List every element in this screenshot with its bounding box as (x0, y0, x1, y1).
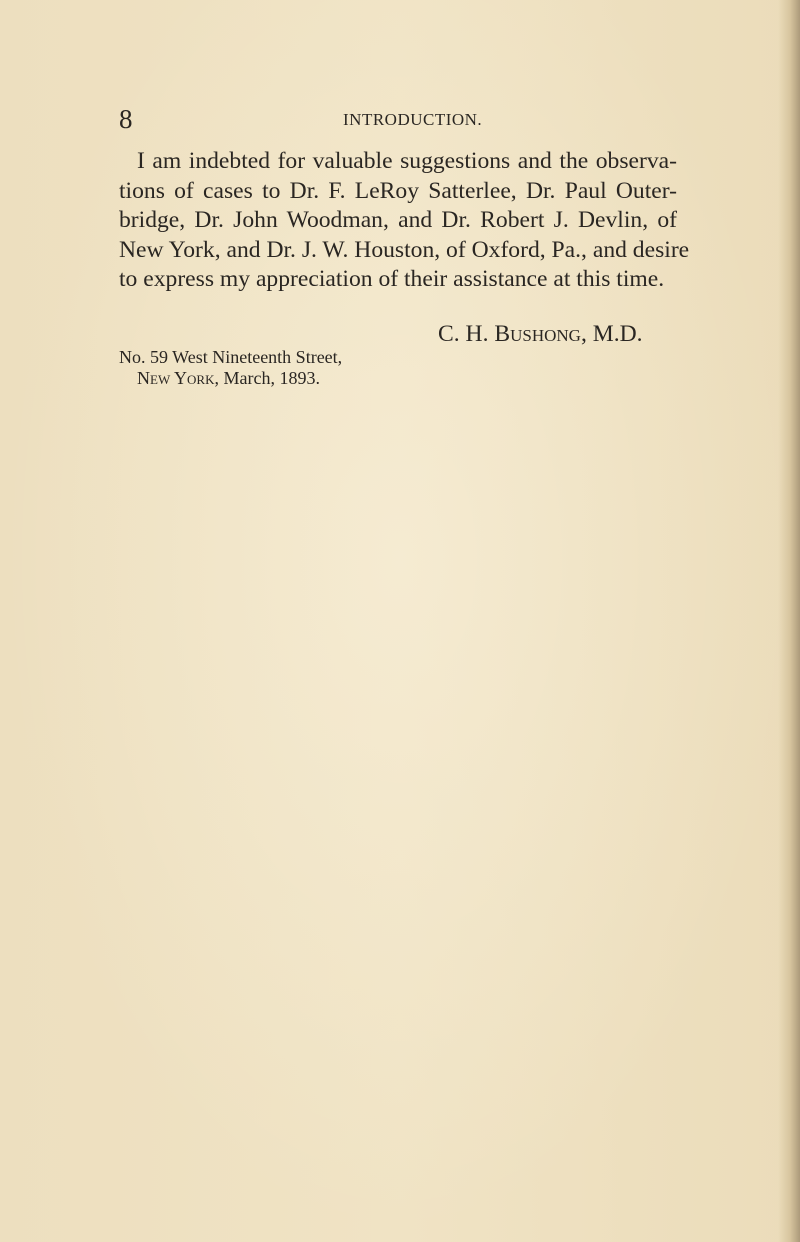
body-paragraph (119, 147, 690, 295)
address-city: New York (137, 368, 215, 388)
body-line: bridge, Dr. John Woodman, and Dr. Robert J. Devlin, of (119, 207, 677, 234)
page-edge-shadow (778, 0, 800, 1242)
body-line: to express my appreciation of their assistance at this time. (119, 266, 665, 293)
signature-degree: , M.D. (580, 321, 643, 347)
body-line: tions of cases to Dr. F. LeRoy Satterlee, Dr. Paul Outer- (119, 177, 677, 204)
signature-surname: Bushong (494, 321, 581, 347)
signature (438, 320, 643, 349)
address-city-date (119, 368, 342, 389)
body-line: New York, and Dr. J. W. Houston, of Oxford, Pa., and desire (119, 236, 690, 263)
signature-initials: C. H. (438, 321, 495, 347)
address-street: No. 59 West Nineteenth Street, (119, 347, 343, 367)
address-date: , March, 1893. (214, 368, 320, 388)
running-head (119, 105, 619, 133)
address-block (119, 347, 342, 389)
page-number: 8 (119, 104, 133, 134)
running-head-title: INTRODUCTION. (343, 110, 483, 129)
body-line: I am indebted for valuable suggestions and the observa- (137, 148, 677, 174)
